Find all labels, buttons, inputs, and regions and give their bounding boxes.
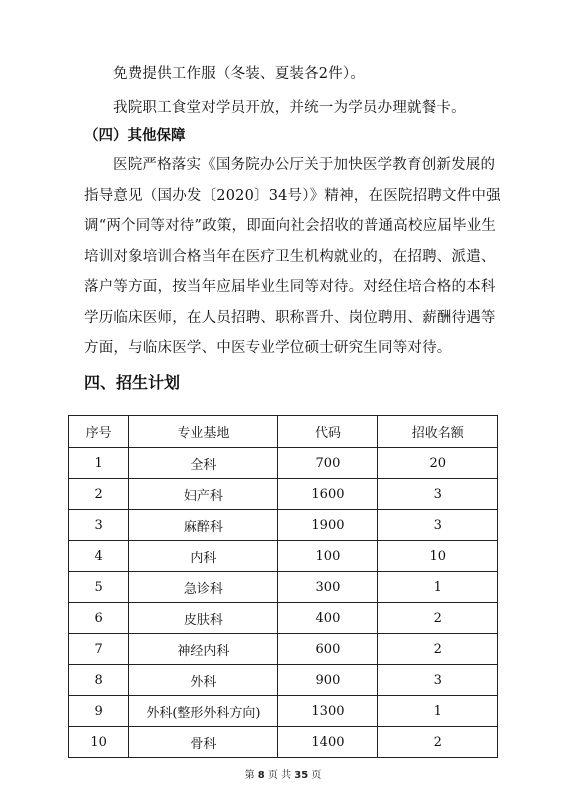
- table-row: [69, 510, 498, 541]
- cell-quota: 2: [378, 603, 498, 634]
- cell-quota: 20: [378, 448, 498, 479]
- cell-base: 麻醉科: [129, 510, 278, 541]
- table-row: [69, 603, 498, 634]
- cell-quota: 3: [378, 479, 498, 510]
- paragraph-policy: 医院严格落实《国务院办公厅关于加快医学教育创新发展的指导意见（国办发〔2020〕34号）》精神，在医院招聘文件中强调“两个同等对待”政策，即面向社会招收的普通高校应届毕业生培训对象培训合格当年在医疗卫生机构就业的，在招聘、派遣、落户等方面，按当年应届毕业生同等对待。对经住培合格的本科学历临床医师，在人员招聘、职称晋升、岗位聘用、薪酬待遇等方面，与临床医学、中医专业学位硕士研究生同等对待。: [84, 157, 501, 356]
- table-row: [69, 541, 498, 572]
- cell-quota: 2: [378, 634, 498, 665]
- subheading-other-support: （四）其他保障: [84, 128, 186, 144]
- table-row: [69, 448, 498, 479]
- cell-base: 急诊科: [129, 572, 278, 603]
- cell-index: 9: [69, 696, 129, 727]
- cell-index: 8: [69, 665, 129, 696]
- cell-quota: 1: [378, 572, 498, 603]
- cell-code: 700: [278, 448, 378, 479]
- paragraph-canteen: 我院职工食堂对学员开放，并统一为学员办理就餐卡。: [113, 100, 466, 116]
- cell-quota: 2: [378, 727, 498, 758]
- cell-index: 6: [69, 603, 129, 634]
- footer-middle: 页 共: [267, 770, 292, 781]
- table-row: [69, 634, 498, 665]
- cell-index: 2: [69, 479, 129, 510]
- cell-code: 300: [278, 572, 378, 603]
- cell-base: 妇产科: [129, 479, 278, 510]
- footer-prefix: 第: [244, 770, 255, 781]
- table-row: [69, 696, 498, 727]
- cell-code: 1300: [278, 696, 378, 727]
- paragraph-uniform: 免费提供工作服（冬装、夏装各2件）。: [113, 66, 366, 82]
- cell-quota: 1: [378, 696, 498, 727]
- cell-quota: 3: [378, 510, 498, 541]
- table-row: [69, 479, 498, 510]
- page-footer: [0, 766, 566, 781]
- enrollment-table: [68, 415, 498, 758]
- cell-index: 5: [69, 572, 129, 603]
- header-index: 序号: [69, 416, 129, 448]
- table-header-row: [69, 416, 498, 448]
- footer-suffix: 页: [311, 770, 322, 781]
- cell-index: 7: [69, 634, 129, 665]
- header-base: 专业基地: [129, 416, 278, 448]
- section-heading-enrollment-plan: 四、招生计划: [84, 373, 181, 392]
- cell-base: 全科: [129, 448, 278, 479]
- cell-base: 外科(整形外科方向): [129, 696, 278, 727]
- cell-index: 1: [69, 448, 129, 479]
- cell-base: 内科: [129, 541, 278, 572]
- table-row: [69, 727, 498, 758]
- header-quota: 招收名额: [378, 416, 498, 448]
- cell-base: 神经内科: [129, 634, 278, 665]
- cell-base: 皮肤科: [129, 603, 278, 634]
- cell-index: 10: [69, 727, 129, 758]
- footer-total-pages: 35: [294, 770, 309, 781]
- cell-index: 4: [69, 541, 129, 572]
- table-row: [69, 665, 498, 696]
- table-row: [69, 572, 498, 603]
- header-code: 代码: [278, 416, 378, 448]
- cell-quota: 10: [378, 541, 498, 572]
- cell-code: 600: [278, 634, 378, 665]
- cell-base: 外科: [129, 665, 278, 696]
- cell-code: 400: [278, 603, 378, 634]
- cell-quota: 3: [378, 665, 498, 696]
- cell-code: 900: [278, 665, 378, 696]
- cell-code: 1400: [278, 727, 378, 758]
- cell-base: 骨科: [129, 727, 278, 758]
- cell-code: 1600: [278, 479, 378, 510]
- cell-code: 100: [278, 541, 378, 572]
- footer-page-number: 8: [257, 770, 265, 781]
- cell-index: 3: [69, 510, 129, 541]
- cell-code: 1900: [278, 510, 378, 541]
